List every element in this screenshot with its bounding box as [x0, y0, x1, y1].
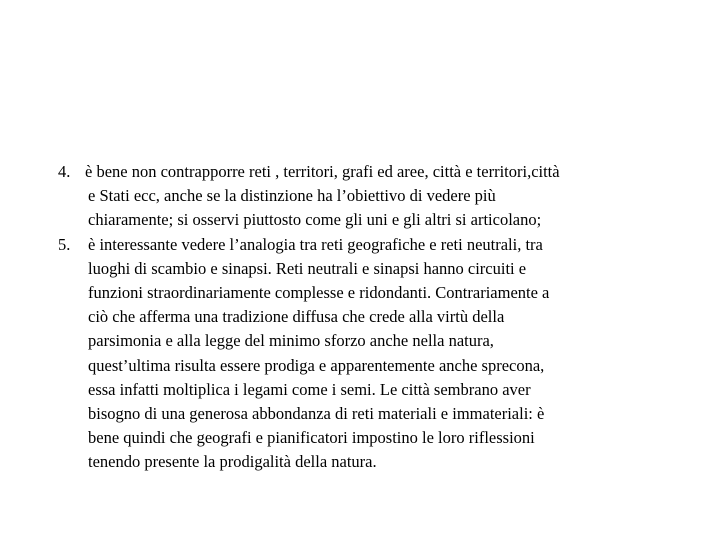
list-item-number: 4. [58, 162, 71, 181]
text-line: e Stati ecc, anche se la distinzione ha l’obiettivo di vedere più [88, 186, 496, 206]
text-line: ciò che afferma una tradizione diffusa che crede alla virtù della [88, 307, 505, 327]
list-item [58, 233, 658, 475]
text-line: parsimonia e alla legge del minimo sforzo anche nella natura, [88, 331, 494, 351]
text-line: bisogno di una generosa abbondanza di reti materiali e immateriali: è [88, 404, 545, 424]
text-line: è bene non contrapporre reti , territori, grafi ed aree, città e territori,città [85, 162, 560, 181]
text-line: chiaramente; si osservi piuttosto come gli uni e gli altri si articolano; [88, 210, 542, 230]
text-line: tenendo presente la prodigalità della natura. [88, 452, 377, 472]
text-line: luoghi di scambio e sinapsi. Reti neutrali e sinapsi hanno circuiti e [88, 258, 527, 278]
list-item [58, 160, 658, 233]
text-line: essa infatti moltiplica i legami come i semi. Le città sembrano aver [88, 379, 531, 399]
list-item-text [88, 233, 658, 475]
text-line: bene quindi che geografi e pianificatori impostino le loro riflessioni [88, 428, 535, 448]
text-line: quest’ultima risulta essere prodiga e apparentemente anche sprecona, [88, 355, 545, 375]
text-line: è interessante vedere l’analogia tra reti geografiche e reti neutrali, tra [88, 234, 543, 254]
list-item-number: 5. [58, 234, 71, 254]
text-line: funzioni straordinariamente complesse e ridondanti. Contrariamente a [88, 283, 550, 303]
document-body [58, 160, 658, 475]
list-item-text [85, 160, 658, 233]
